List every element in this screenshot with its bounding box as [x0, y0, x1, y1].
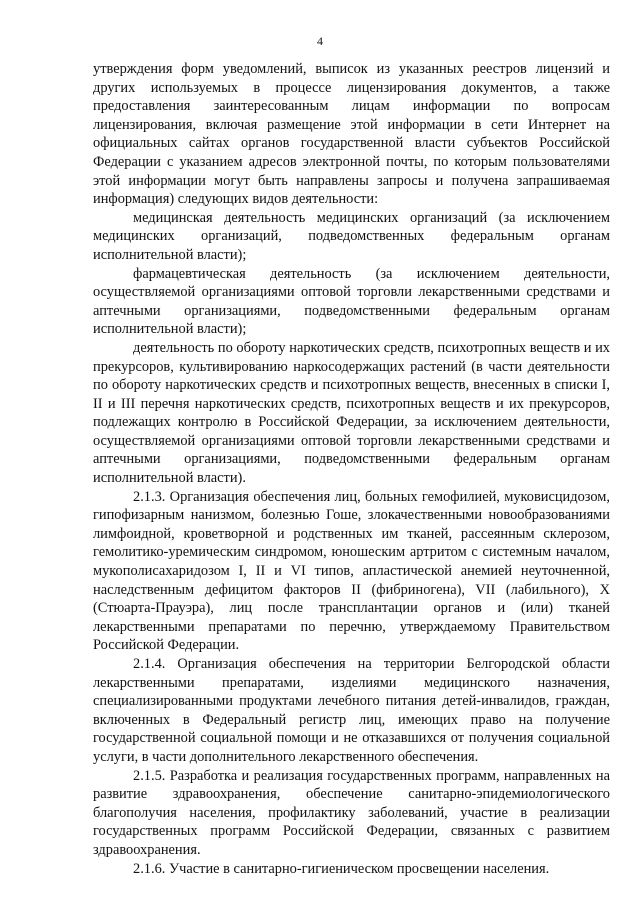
paragraph: 2.1.5. Разработка и реализация государственных программ, направленных на развитие здравоохранения, обеспечение санитарно-эпидемиологического благополучия населения, профилактику заболеваний, участие в реализации государственных программ Российской Федерации, связанных с развитием здравоохранения.	[93, 767, 610, 858]
paragraph: фармацевтическая деятельность (за исключением деятельности, осуществляемой организациями оптовой торговли лекарственными средствами и аптечными организациями, подведомственными федеральным органам исполнительной власти);	[93, 265, 610, 338]
page-number: 4	[317, 34, 323, 48]
paragraph: утверждения форм уведомлений, выписок из указанных реестров лицензий и других используемых в процессе лицензирования документов, а также предоставления заинтересованным лицам информации по вопросам лицензирования, включая размещение этой информации в сети Интернет на официальных сайтах органов государственной власти субъектов Российской Федерации с указанием адресов электронной почты, по которым пользователями этой информации могут быть направлены запросы и получена запрашиваемая информация) следующих видов деятельности:	[93, 61, 610, 208]
paragraph: деятельность по обороту наркотических средств, психотропных веществ и их прекурсоров, культивированию наркосодержащих растений (в части деятельности по обороту наркотических средств и психотропных веществ, внесенных в списки I, II и III перечня наркотических средств, психотропных веществ и их прекурсоров, подлежащих контролю в Российской Федерации, за исключением деятельности, осуществляемой организациями оптовой торговли лекарственными средствами и аптечными организациями, подведомственными федеральным органам исполнительной власти).	[93, 339, 610, 487]
paragraph: медицинская деятельность медицинских организаций (за исключением медицинских организаций, подведомственных федеральным органам исполнительной власти);	[93, 209, 610, 263]
paragraph: 2.1.6. Участие в санитарно-гигиеническом просвещении населения.	[133, 860, 550, 877]
paragraph: 2.1.4. Организация обеспечения на территории Белгородской области лекарственными препаратами, изделиями медицинского назначения, специализированными продуктами лечебного питания детей-инвалидов, граждан, включенных в Федеральный регистр лиц, имеющих право на получение государственной социальной помощи и не отказавшихся от получения социальной услуги, в части дополнительного лекарственного обеспечения.	[93, 656, 610, 765]
paragraph: 2.1.3. Организация обеспечения лиц, больных гемофилией, муковисцидозом, гипофизарным нанизмом, болезнью Гоше, злокачественными новообразованиями лимфоидной, кроветворной и родственных им тканей, рассеянным склерозом, гемолитико-уремическим синдромом, юношеским артритом с системным началом, мукополисахаридозом I, II и VI типов, апластической анемией неуточненной, наследственным дефицитом факторов II (фибриногена), VII (лабильного), X (Стюарта-Прауэра), лиц после трансплантации органов и (или) тканей лекарственными препаратами по перечню, утверждаемому Правительством Российской Федерации.	[93, 488, 610, 654]
document-body	[93, 60, 610, 878]
